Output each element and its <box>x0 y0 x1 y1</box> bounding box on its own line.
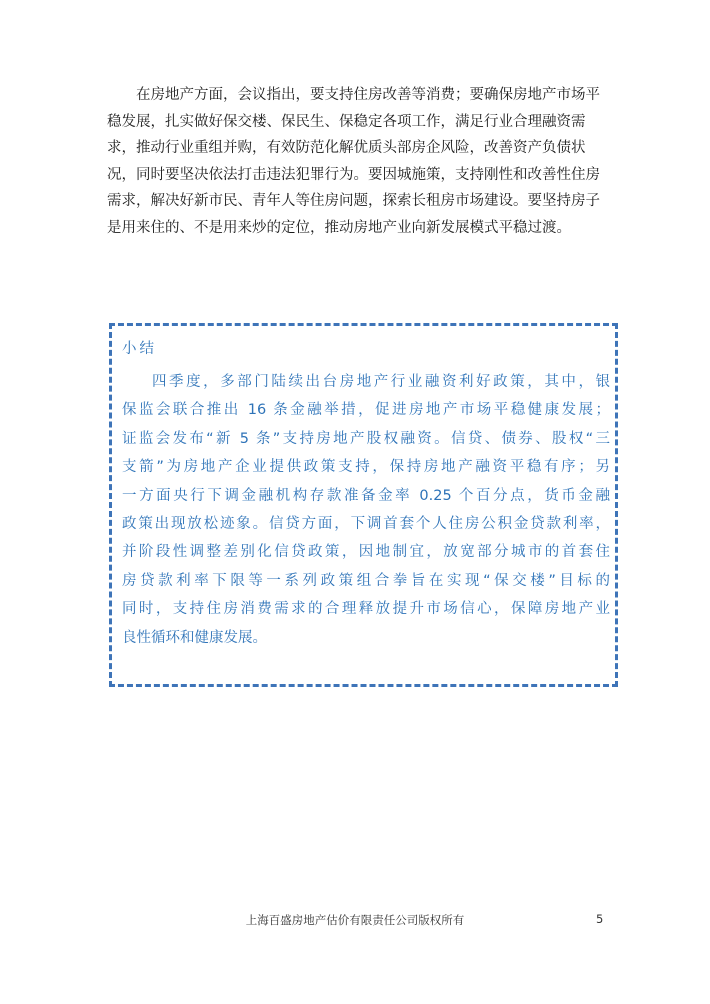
summary-line: 证监会发布“新 5 条”支持房地产股权融资。信贷、债券、股权“三 <box>122 430 610 447</box>
summary-line: 一方面央行下调金融机构存款准备金率 0.25 个百分点，货币金融 <box>122 487 610 504</box>
summary-title: 小结 <box>122 341 157 357</box>
summary-line: 支箭”为房地产企业提供政策支持，保持房地产融资平稳有序；另 <box>122 459 610 476</box>
paragraph-line: 在房地产方面，会议指出，要支持住房改善等消费；要确保房地产市场平 <box>136 87 600 103</box>
paragraph-line: 况，同时要坚决依法打击违法犯罪行为。要因城施策，支持刚性和改善性住房 <box>107 166 600 183</box>
summary-line: 同时，支持住房消费需求的合理释放提升市场信心，保障房地产业 <box>122 601 610 618</box>
paragraph-line: 稳发展，扎实做好保交楼、保民生、保稳定各项工作，满足行业合理融资需 <box>107 113 586 130</box>
summary-line: 并阶段性调整差别化信贷政策，因地制宜，放宽部分城市的首套住 <box>122 544 610 561</box>
summary-line: 房贷款利率下限等一系列政策组合拳旨在实现“保交楼”目标的 <box>122 572 610 589</box>
footer-copyright: 上海百盛房地产估价有限责任公司版权所有 <box>245 913 465 927</box>
summary-line: 政策出现放松迹象。信贷方面，下调首套个人住房公积金贷款利率， <box>122 516 610 533</box>
paragraph-line: 是用来住的、不是用来炒的定位，推动房地产业向新发展模式平稳过渡。 <box>107 219 571 236</box>
summary-line: 保监会联合推出 16 条金融举措，促进房地产市场平稳健康发展； <box>122 402 610 419</box>
summary-box <box>109 323 618 687</box>
summary-line: 良性循环和健康发展。 <box>122 629 267 646</box>
page-number: 5 <box>596 912 604 926</box>
summary-line: 四季度，多部门陆续出台房地产行业融资利好政策，其中，银 <box>152 374 610 390</box>
paragraph-line: 需求，解决好新市民、青年人等住房问题，探索长租房市场建设。要坚持房子 <box>107 193 600 210</box>
summary-paragraph <box>122 368 610 652</box>
paragraph-line: 求，推动行业重组并购，有效防范化解优质头部房企风险，改善资产负债状 <box>107 140 586 157</box>
meeting-paragraph <box>107 82 607 242</box>
